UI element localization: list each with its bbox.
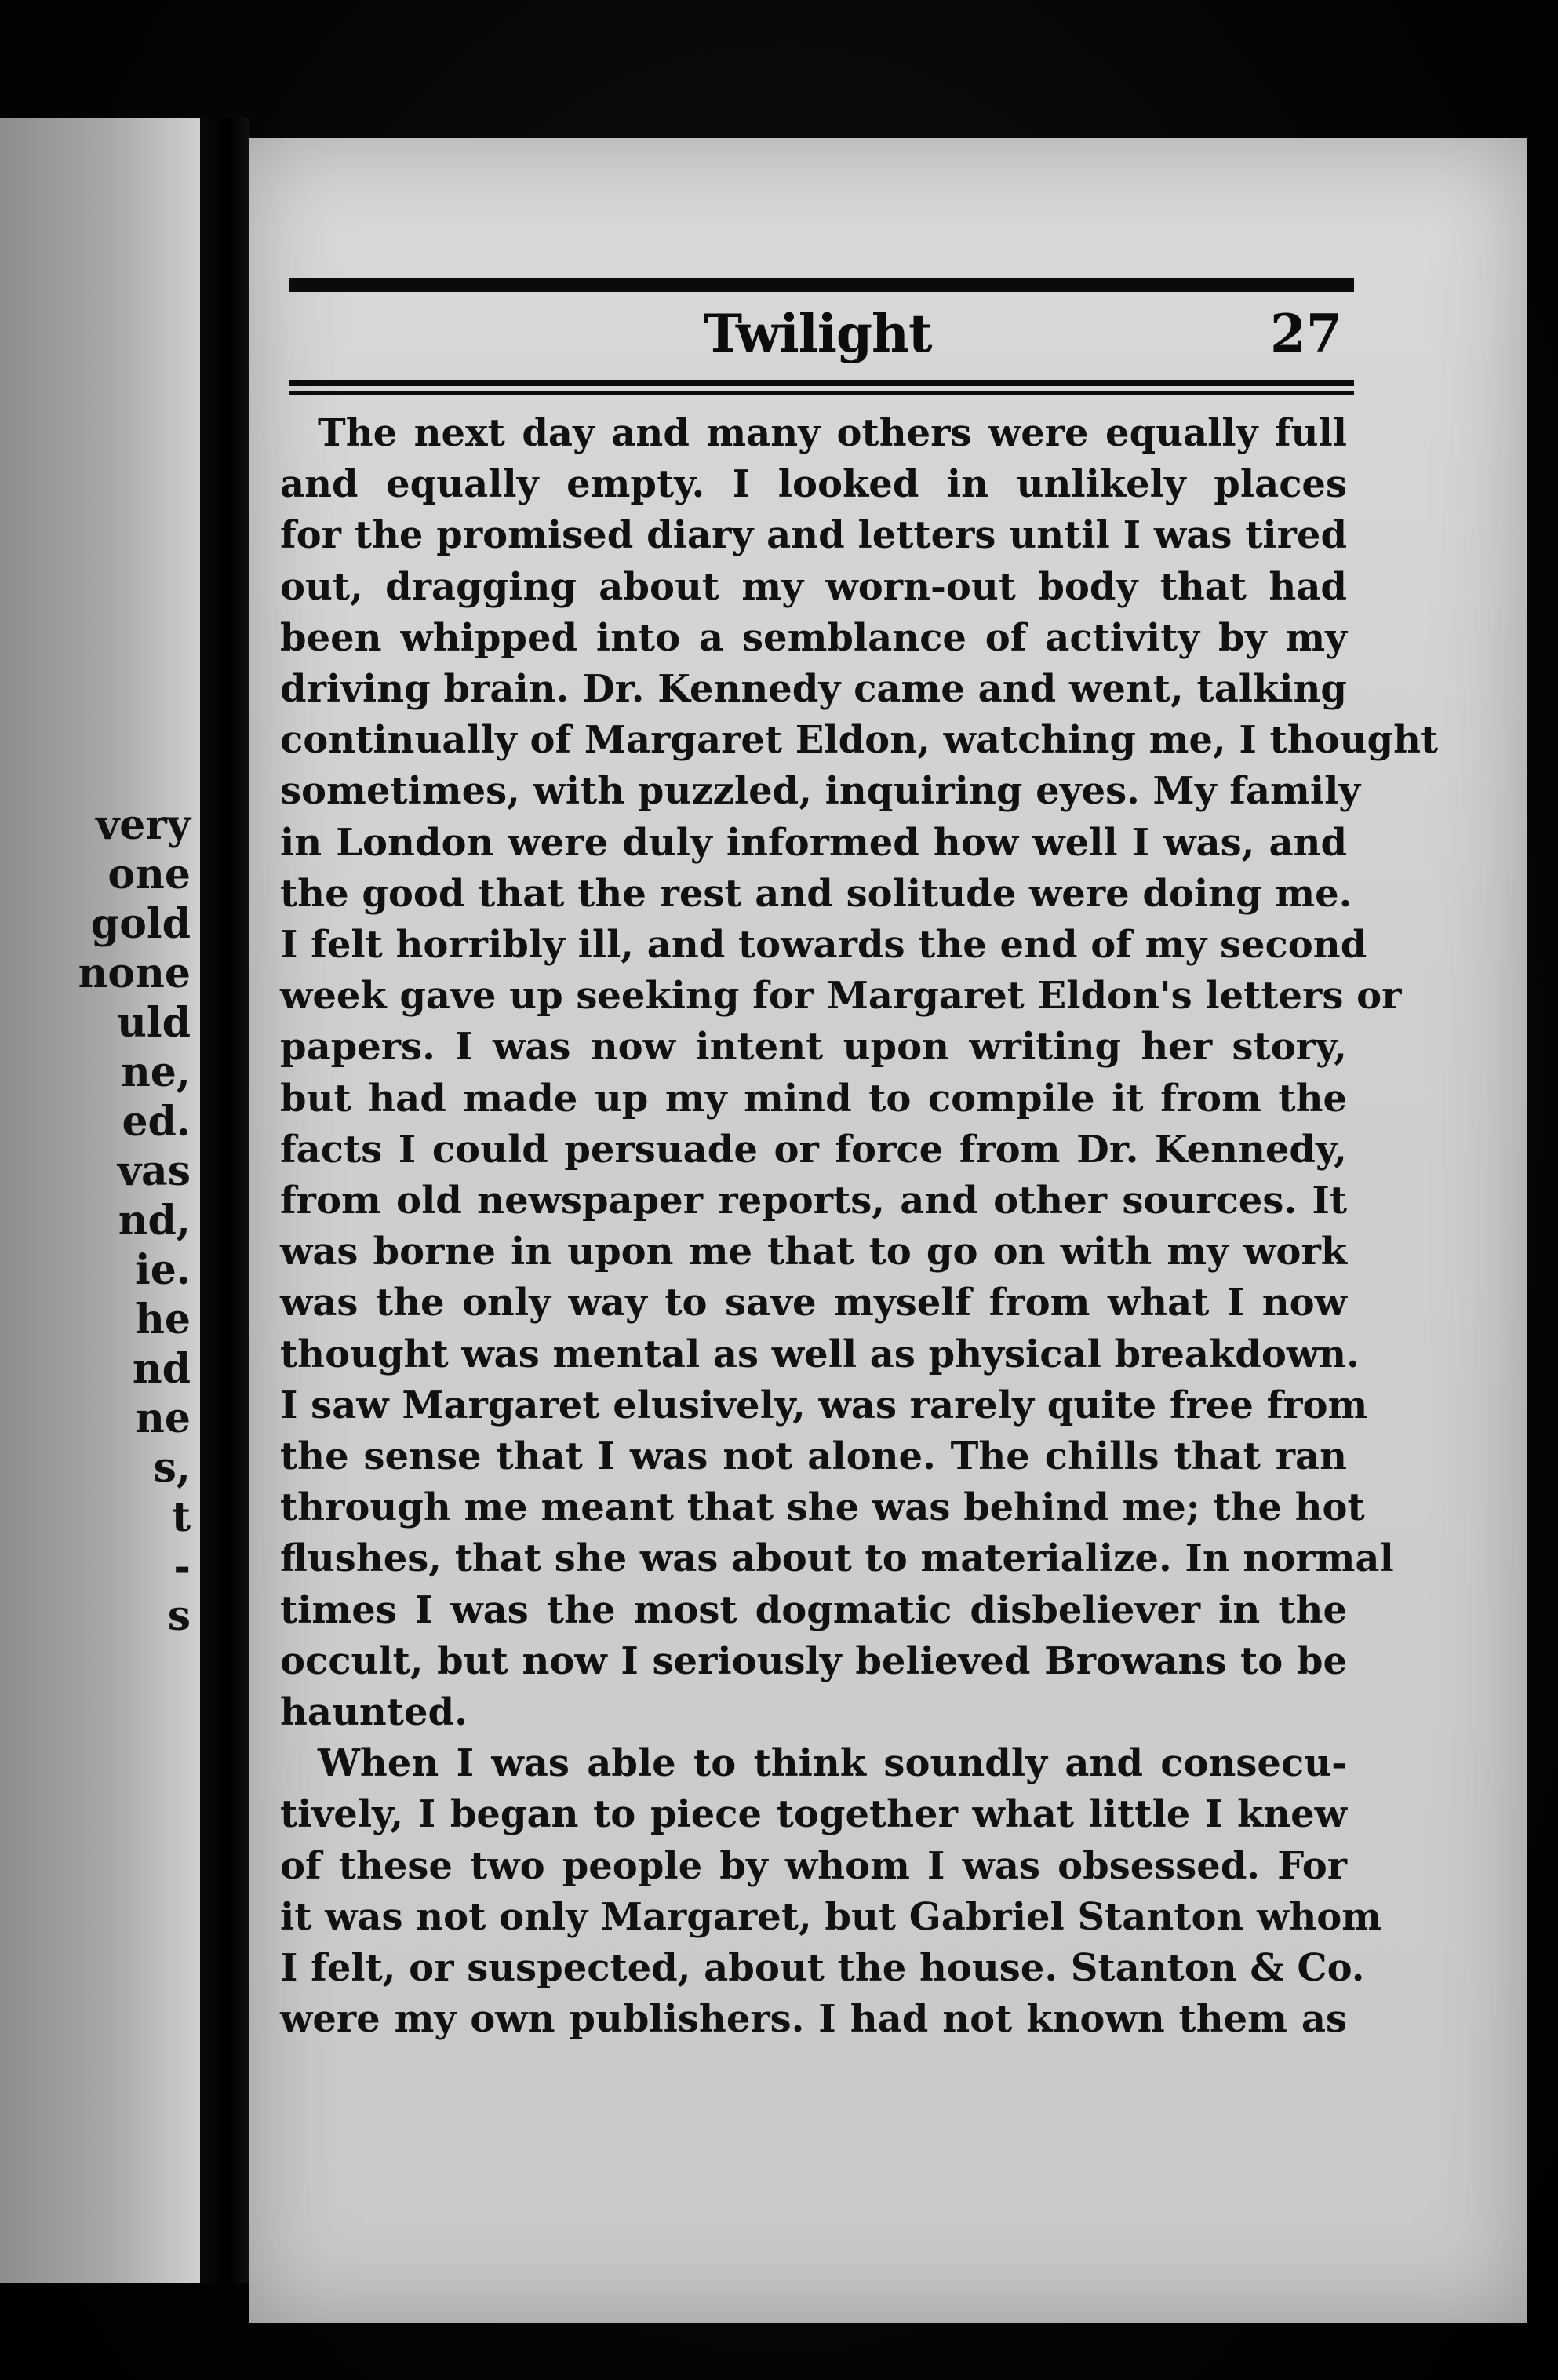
text-line: papers. I was now intent upon writing her story,	[280, 1025, 1347, 1070]
text-line: I saw Margaret elusively, was rarely quite free from	[280, 1383, 1368, 1427]
text-line: it was not only Margaret, but Gabriel Stanton whom	[280, 1894, 1382, 1939]
text-line: was borne in upon me that to go on with my work	[280, 1230, 1347, 1274]
text-line: and equally empty. I looked in unlikely places	[280, 462, 1347, 507]
facing-page-fragment: -	[173, 1543, 191, 1591]
text-line: times I was the most dogmatic disbeliever in the	[280, 1587, 1347, 1632]
text-line: was the only way to save myself from what I now	[280, 1281, 1347, 1325]
text-line: occult, but now I seriously believed Browans to be	[280, 1638, 1347, 1683]
header-rule-bottom	[289, 380, 1354, 386]
text-line: I felt horribly ill, and towards the end of my second	[280, 923, 1367, 968]
book-page	[249, 138, 1527, 2323]
text-line: from old newspaper reports, and other sources. It	[280, 1179, 1347, 1223]
facing-page-fragment: ed.	[122, 1098, 191, 1146]
text-line: the good that the rest and solitude were doing me.	[280, 871, 1352, 916]
facing-page-fragment: s	[167, 1592, 191, 1640]
facing-page-fragment: gold	[90, 900, 191, 948]
facing-page-fragment: one	[107, 851, 191, 898]
text-line: I felt, or suspected, about the house. Stanton & Co.	[280, 1946, 1365, 1991]
text-line: the sense that I was not alone. The chills that ran	[280, 1434, 1347, 1479]
facing-page-left	[0, 118, 200, 2283]
text-line: The next day and many others were equally full	[318, 411, 1347, 455]
text-line: tively, I began to piece together what little I knew	[280, 1792, 1347, 1837]
text-line: continually of Margaret Eldon, watching me, I thought	[280, 718, 1439, 763]
text-line: out, dragging about my worn-out body that had	[280, 564, 1347, 609]
text-line: flushes, that she was about to materialize. In normal	[280, 1536, 1394, 1581]
facing-page-text-fragments	[34, 800, 191, 1641]
facing-page-fragment: nd	[132, 1345, 191, 1393]
text-line: haunted.	[280, 1690, 468, 1735]
facing-page-fragment: s,	[153, 1444, 191, 1492]
text-line: facts I could persuade or force from Dr. Kennedy,	[280, 1127, 1347, 1172]
facing-page-fragment: nd,	[118, 1197, 191, 1245]
facing-page-fragment: ne,	[121, 1048, 191, 1096]
text-line: through me meant that she was behind me; the hot	[280, 1485, 1365, 1530]
text-line: of these two people by whom I was obsessed. For	[280, 1843, 1347, 1888]
facing-page-fragment: he	[135, 1296, 191, 1343]
running-head: Twilight	[704, 303, 932, 364]
text-line: When I was able to think soundly and consecu-	[318, 1741, 1347, 1786]
facing-page-fragment: uld	[117, 999, 191, 1047]
facing-page-fragment: ie.	[135, 1246, 191, 1294]
text-line: but had made up my mind to compile it from the	[280, 1076, 1347, 1121]
facing-page-fragment: t	[171, 1493, 191, 1541]
facing-page-fragment: vas	[117, 1147, 191, 1195]
text-line: driving brain. Dr. Kennedy came and went, talking	[280, 667, 1347, 712]
text-line: in London were duly informed how well I was, and	[280, 820, 1347, 865]
facing-page-fragment: ne	[135, 1394, 191, 1442]
text-line: thought was mental as well as physical breakdown.	[280, 1332, 1360, 1376]
header-rule-top	[289, 278, 1354, 292]
header-rule-bottom-thin	[289, 391, 1354, 395]
text-line: been whipped into a semblance of activity by my	[280, 615, 1347, 660]
body-text	[280, 408, 1439, 2046]
text-line: were my own publishers. I had not known them as	[280, 1997, 1347, 2042]
book-gutter	[200, 118, 249, 2283]
facing-page-fragment: none	[78, 949, 191, 997]
text-line: week gave up seeking for Margaret Eldon's letters or	[280, 974, 1402, 1019]
text-line: for the promised diary and letters until I was tired	[280, 513, 1347, 558]
text-line: sometimes, with puzzled, inquiring eyes. My family	[280, 769, 1361, 814]
facing-page-fragment: very	[96, 801, 191, 849]
page-number: 27	[1270, 303, 1342, 364]
